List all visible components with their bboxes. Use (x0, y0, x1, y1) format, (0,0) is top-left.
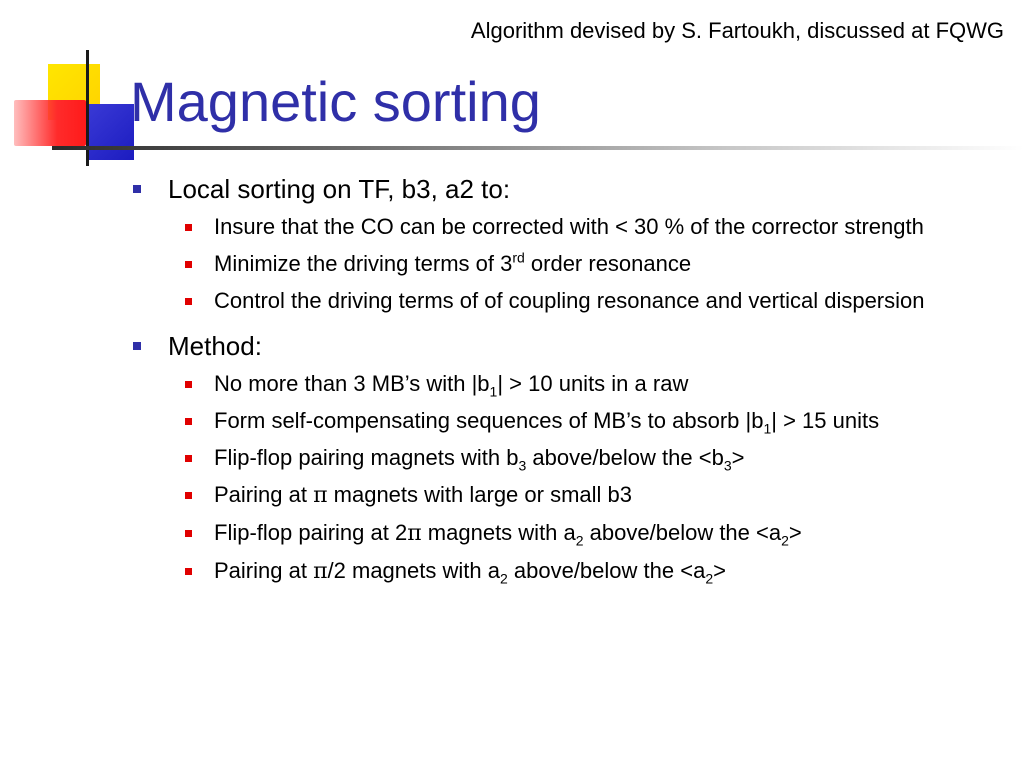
square-bullet-icon (185, 224, 192, 231)
square-bullet-icon (185, 298, 192, 305)
bullet-text: Method: (168, 331, 262, 361)
pi-symbol: π (407, 521, 422, 546)
square-bullet-icon (185, 492, 192, 499)
square-bullet-icon (185, 455, 192, 462)
square-bullet-icon (133, 185, 141, 193)
bullet-method (130, 329, 1010, 363)
sub-bullet-text-mid2: above/below the <a (507, 558, 706, 583)
sub-bullet-no-more-than-3 (130, 369, 1010, 399)
sub-bullet-self-compensating (130, 406, 1010, 436)
square-bullet-icon (185, 261, 192, 268)
bullet-list (130, 170, 1010, 594)
pi-symbol: π (313, 483, 328, 508)
title-underline-rule (52, 146, 1024, 150)
square-bullet-icon (133, 342, 141, 350)
logo-red-square (14, 100, 86, 146)
subscript: 2 (575, 532, 584, 549)
sub-bullet-coupling (130, 286, 1010, 316)
subscript: 2 (705, 570, 714, 587)
sub-bullet-text-post: | > 10 units in a raw (497, 371, 689, 396)
sub-bullet-text-post: > (713, 558, 726, 583)
subscript: 1 (489, 383, 498, 400)
slide-title: Magnetic sorting (130, 70, 541, 133)
logo-blue-square (86, 104, 134, 160)
sub-bullet-flip-flop-2pi (130, 518, 1010, 549)
header-note: Algorithm devised by S. Fartoukh, discussed at FQWG (470, 18, 1004, 43)
subscript: 3 (723, 457, 732, 474)
sub-bullet-text-pre: Minimize the driving terms of 3 (214, 251, 513, 276)
sub-bullet-flip-flop-b3 (130, 443, 1010, 473)
sub-bullet-text: Control the driving terms of of coupling resonance and vertical dispersion (214, 288, 925, 313)
sub-bullet-text-pre: No more than 3 MB’s with |b (214, 371, 490, 396)
sub-bullet-text-mid: /2 magnets with a (327, 558, 500, 583)
sub-bullet-text-post: | > 15 units (771, 408, 880, 433)
sub-bullet-pairing-pi (130, 480, 1010, 511)
sub-bullet-text-pre: Flip-flop pairing magnets with b (214, 445, 519, 470)
sub-bullet-pairing-pi-half (130, 556, 1010, 587)
square-bullet-icon (185, 530, 192, 537)
sub-bullet-text-mid: magnets with a (421, 520, 576, 545)
bullet-text: Local sorting on TF, b3, a2 to: (168, 174, 511, 204)
sub-bullet-text-pre: Pairing at (214, 558, 314, 583)
bullet-local-sorting (130, 172, 1010, 206)
sub-bullet-co-correction (130, 212, 1010, 242)
square-bullet-icon (185, 381, 192, 388)
sub-bullet-text-pre: Pairing at (214, 482, 314, 507)
sub-bullet-text-pre: Flip-flop pairing at 2 (214, 520, 408, 545)
sub-bullet-text-pre: Form self-compensating sequences of MB’s to absorb |b (214, 408, 764, 433)
superscript: rd (512, 249, 525, 266)
sub-bullet-third-order (130, 249, 1010, 279)
subscript: 1 (763, 420, 772, 437)
slide-logo-decoration (0, 0, 140, 170)
sub-bullet-text-mid2: above/below the <a (583, 520, 782, 545)
square-bullet-icon (185, 568, 192, 575)
subscript: 2 (499, 570, 508, 587)
pi-symbol: π (313, 559, 328, 584)
sub-bullet-text: Insure that the CO can be corrected with < 30 % of the corrector strength (214, 214, 924, 239)
sub-bullet-text-mid: above/below the <b (526, 445, 724, 470)
sub-bullet-text-post: magnets with large or small b3 (327, 482, 632, 507)
subscript: 2 (781, 532, 789, 549)
sub-bullet-text-post: order resonance (524, 251, 692, 276)
sub-bullet-text-post: > (788, 520, 802, 545)
square-bullet-icon (185, 418, 192, 425)
sub-bullet-text-post: > (731, 445, 745, 470)
subscript: 3 (518, 457, 527, 474)
